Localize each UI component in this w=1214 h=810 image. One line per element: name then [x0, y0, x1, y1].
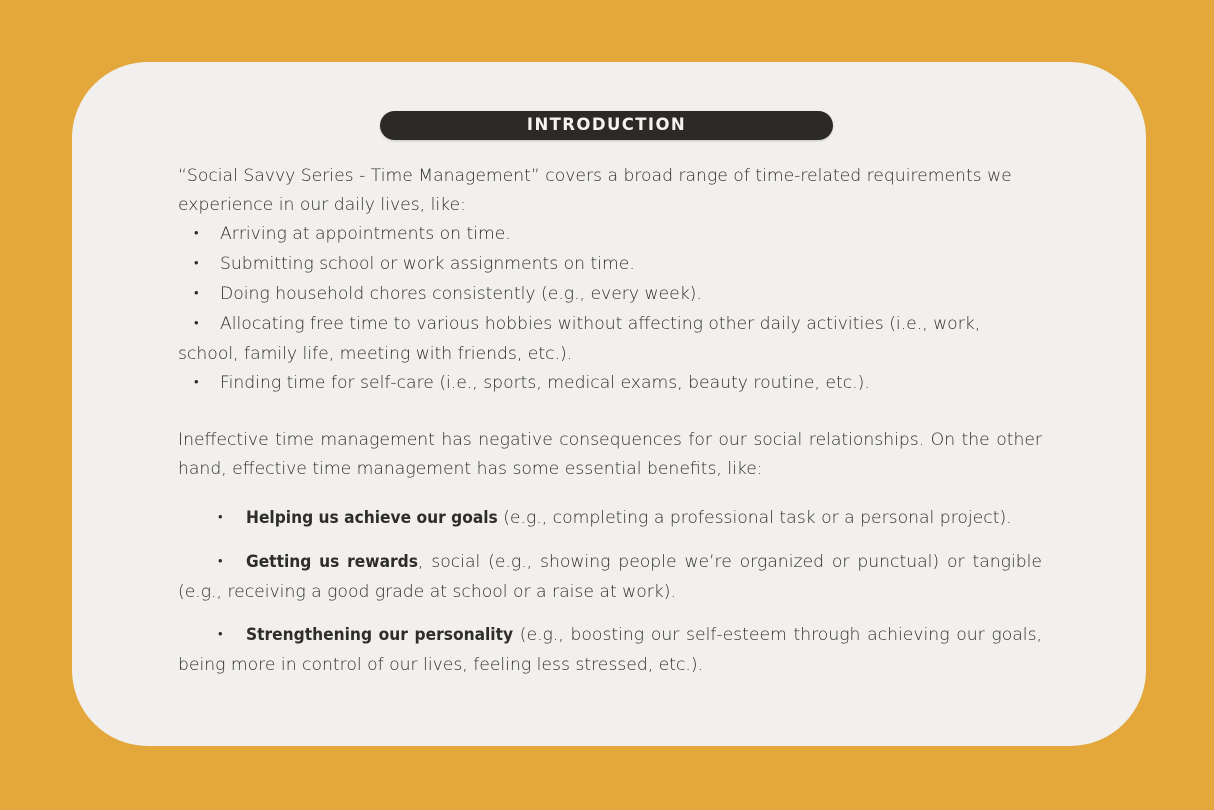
benefits-list [178, 504, 1042, 680]
bullet-dot-icon [194, 220, 220, 250]
list-item-label: , social (e.g., showing people we’re organized or punctual) or tangible (e.g., receiving a good grade at school or a raise at work). [178, 552, 1042, 602]
list-item [178, 310, 1042, 369]
bullet-dot-icon [194, 250, 220, 280]
bullet-dot-icon [194, 280, 220, 310]
content-card [72, 62, 1146, 746]
paragraph-spacer [178, 399, 1042, 426]
list-item-label: Allocating free time to various hobbies without affecting other daily activities (i.e., work, school, family life, meeting with friends, etc.). [178, 314, 981, 364]
list-item [178, 504, 1042, 534]
list-item-lead: Strengthening our personality [246, 625, 514, 645]
list-item-label: Doing household chores consistently (e.g., every week). [220, 284, 702, 304]
list-item-lead: Helping us achieve our goals [246, 508, 498, 528]
list-item-label: Submitting school or work assignments on time. [220, 254, 635, 274]
examples-list [178, 220, 1042, 399]
bullet-dot-icon [218, 504, 246, 534]
intro-paragraph: “Social Savvy Series - Time Management” covers a broad range of time-related requirements we experience in our daily lives, like: [178, 166, 1012, 215]
list-item-label: (e.g., boosting our self-esteem through achieving our goals, being more in control of our lives, feeling less stressed, etc.). [178, 625, 1042, 675]
list-item-label: Finding time for self-care (i.e., sports, medical exams, beauty routine, etc.). [220, 373, 870, 393]
list-item [178, 220, 1042, 250]
page-title: INTRODUCTION [526, 115, 687, 135]
bullet-dot-icon [218, 621, 246, 651]
section-title-pill [380, 111, 833, 140]
bullet-dot-icon [194, 369, 220, 399]
card-body [178, 162, 1042, 680]
bullet-dot-icon [218, 548, 246, 578]
bullet-dot-icon [194, 310, 220, 340]
list-item [178, 369, 1042, 399]
benefits-paragraph: Ineffective time management has negative consequences for our social relationships. On the other hand, effective time management has some essential benefits, like: [178, 430, 1042, 479]
list-item [178, 621, 1042, 680]
list-item-label: Arriving at appointments on time. [220, 224, 511, 244]
list-item-label: (e.g., completing a professional task or a personal project). [497, 508, 1012, 528]
list-item-lead: Getting us rewards [246, 552, 418, 572]
list-item [178, 250, 1042, 280]
list-item [178, 280, 1042, 310]
list-item [178, 548, 1042, 607]
